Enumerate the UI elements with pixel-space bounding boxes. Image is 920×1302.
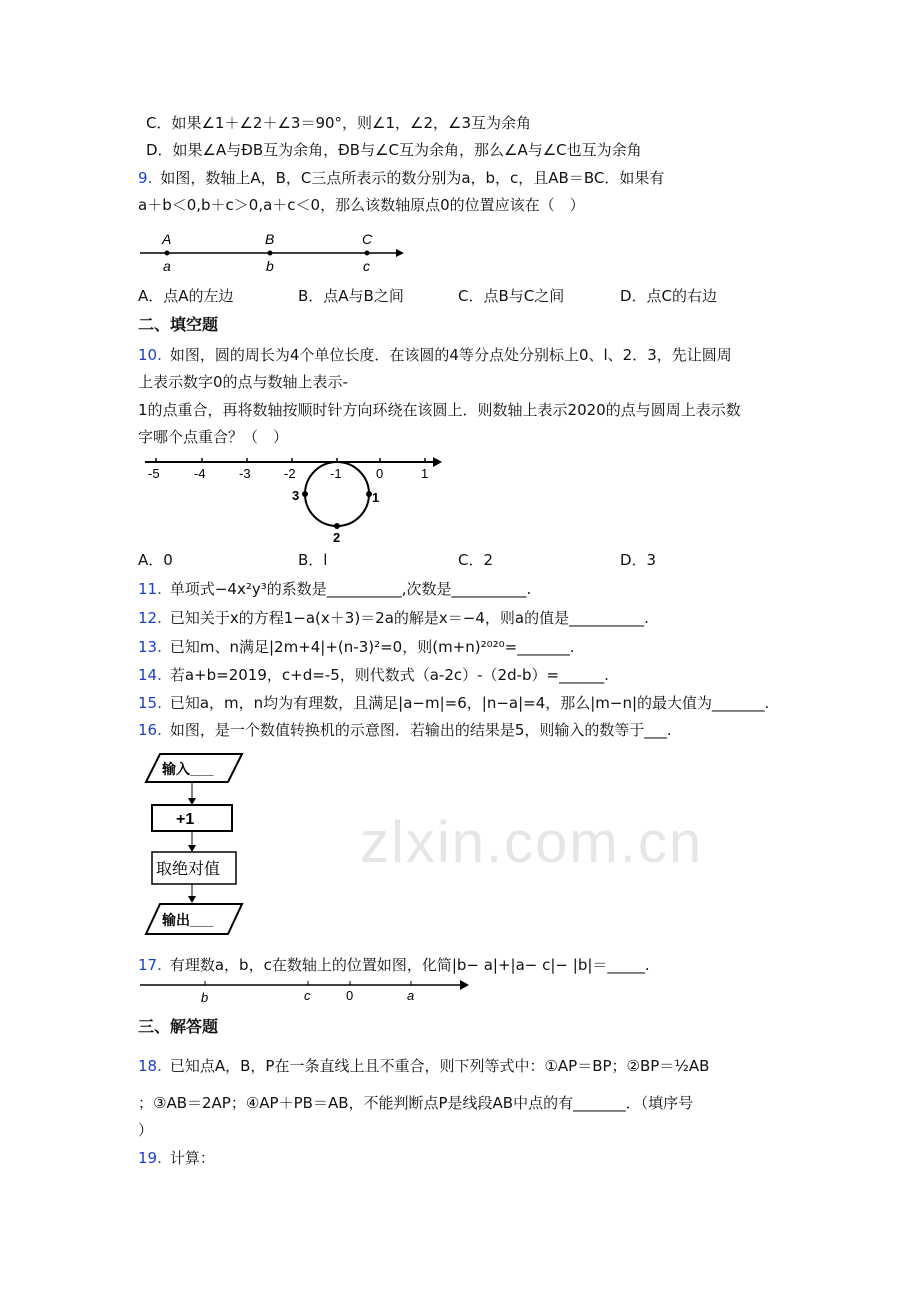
question-19: 19. 计算： xyxy=(138,1149,215,1167)
flow-input: 输入___ xyxy=(162,761,214,777)
tick-label: -1 xyxy=(330,466,342,481)
label-A: A xyxy=(162,231,172,247)
q9-option-b: B．点A与B之间 xyxy=(298,287,404,305)
option-d-line: D．如果∠A与ÐB互为余角，ÐB与∠C互为余角，那么∠A与∠C也互为余角 xyxy=(146,141,642,159)
question-11: 11. 单项式−4x²y³的系数是__________,次数是__________. xyxy=(138,580,532,598)
fig17-number-line xyxy=(138,975,473,1007)
tick-label: -5 xyxy=(148,466,160,481)
watermark: zlxin.com.cn xyxy=(360,810,704,875)
question-10-cont: 1的点重合，再将数轴按顺时针方向环绕在该圆上．则数轴上表示2020的点与圆周上表示数 xyxy=(138,401,741,419)
question-9-cont: a＋b＜0,b＋c＞0,a＋c＜0，那么该数轴原点0的位置应该在（ ） xyxy=(138,196,585,214)
q10-option-a: A．0 xyxy=(138,551,173,569)
question-9: 9. 如图，数轴上A，B，C三点所表示的数分别为a，b，c，且AB＝BC．如果有 xyxy=(138,169,665,187)
flow-output: 输出___ xyxy=(162,912,214,928)
question-18-cont: ） xyxy=(138,1121,154,1139)
question-15: 15. 已知a，m，n均为有理数，且满足|a−m|=6，|n−a|=4，那么|m−n|的最大值为_______. xyxy=(138,694,770,712)
flow-abs: 取绝对值 xyxy=(156,861,221,878)
question-13: 13. 已知m、n满足|2m+4|+(n-3)²=0，则(m+n)²⁰²⁰=_______. xyxy=(138,638,575,656)
question-16: 16. 如图，是一个数值转换机的示意图．若输出的结果是5，则输入的数等于___. xyxy=(138,721,672,739)
label-a: a xyxy=(163,258,171,274)
question-10: 10. 如图，圆的周长为4个单位长度．在该圆的4等分点处分别标上0、l、2．3，先让圆周 xyxy=(138,346,732,364)
section-heading-fill: 二、填空题 xyxy=(138,315,219,334)
question-17: 17. 有理数a，b，c在数轴上的位置如图，化简|b− a|+|a− c|− |b|＝_____. xyxy=(138,956,650,974)
label-b: b xyxy=(266,258,274,274)
q10-option-c: C．2 xyxy=(458,551,494,569)
tick-label: -2 xyxy=(284,466,296,481)
label-C: C xyxy=(362,231,373,247)
circle-label-2: 2 xyxy=(333,530,341,545)
flow-plus-one: +1 xyxy=(176,811,195,828)
option-c-line: C．如果∠1＋∠2＋∠3＝90°，则∠1，∠2，∠3互为余角 xyxy=(146,114,532,132)
label-a: a xyxy=(407,988,415,1003)
q10-option-d: D．3 xyxy=(620,551,657,569)
question-10-cont: 上表示数字0的点与数轴上表示- xyxy=(138,373,348,391)
tick-label: -4 xyxy=(194,466,206,481)
q9-option-a: A．点A的左边 xyxy=(138,287,234,305)
fig16-flowchart xyxy=(140,750,250,940)
label-0: 0 xyxy=(346,988,354,1003)
label-B: B xyxy=(265,231,275,247)
question-10-cont: 字哪个点重合？（ ） xyxy=(138,428,289,446)
section-heading-answer: 三、解答题 xyxy=(138,1017,219,1036)
question-18-cont: ；③AB＝2AP；④AP＋PB＝AB，不能判断点P是线段AB中点的有_______．（填序号 xyxy=(138,1094,694,1112)
question-18: 18. 已知点A，B，P在一条直线上且不重合，则下列等式中：①AP＝BP；②BP＝½AB xyxy=(138,1057,710,1075)
fig9-number-line xyxy=(138,228,408,278)
question-14: 14. 若a+b=2019，c+d=-5，则代数式（a-2c）-（2d-b）=______. xyxy=(138,666,609,684)
question-12: 12. 已知关于x的方程1−a(x＋3)＝2a的解是x＝−4，则a的值是__________. xyxy=(138,609,649,627)
tick-label: 1 xyxy=(421,466,429,481)
tick-label: 0 xyxy=(376,466,384,481)
circle-label-3: 3 xyxy=(292,488,300,503)
label-c: c xyxy=(363,258,370,274)
label-b: b xyxy=(201,990,209,1005)
tick-label: -3 xyxy=(239,466,251,481)
label-c: c xyxy=(304,988,311,1003)
fig10-circle-number-line xyxy=(140,450,450,550)
q9-option-d: D．点C的右边 xyxy=(620,287,718,305)
circle-label-1: 1 xyxy=(372,490,380,505)
q10-option-b: B．l xyxy=(298,551,328,569)
q9-option-c: C．点B与C之间 xyxy=(458,287,565,305)
